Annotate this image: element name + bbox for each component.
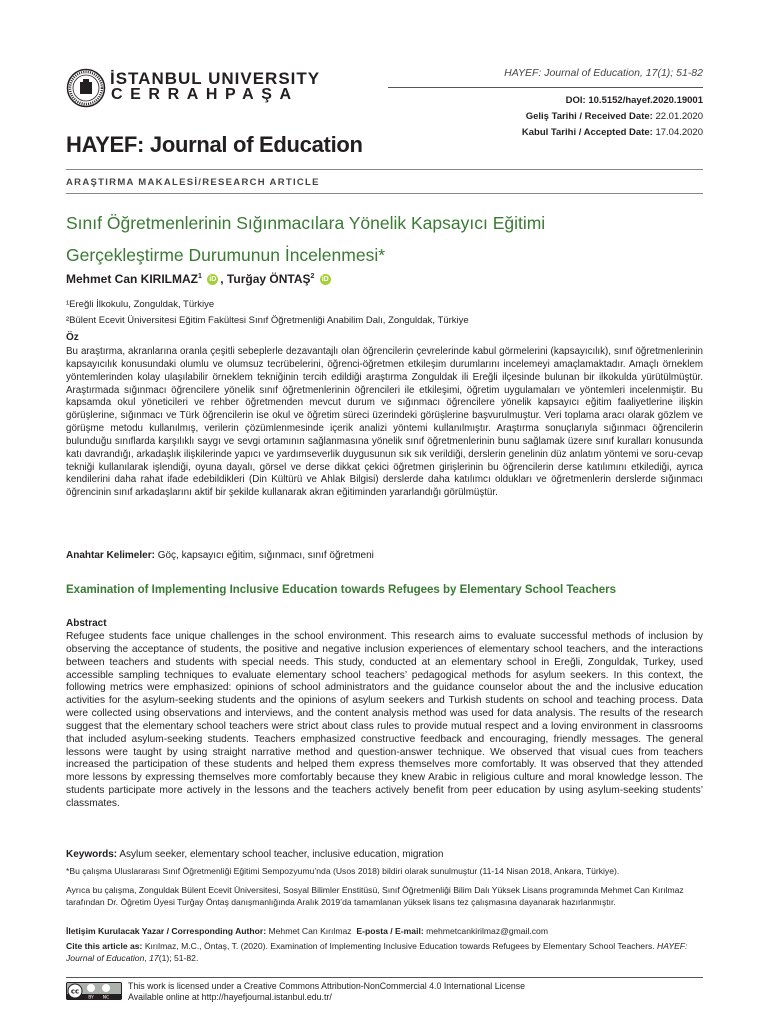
creative-commons-badge-icon[interactable]: [66, 982, 122, 1000]
oz-text: Bu araştırma, akranlarına oranla çeşitli sebeplerle dezavantajlı olan öğrencilerin çevrelerinde kabul görmelerini (kapsayıcılık), sınıf öğretmenlerinin kapsayıcılık konusundaki olumlu ve olumsuz tecrübelerini, öğrenci-öğretmen etkileşim durumlarını incelemeyi amaçlamaktadır. Amaçlı örneklem yöntemlerinden kolay ulaşılabilir örneklem tekniğinin tercih edildiği araştırma Zonguldak ili Ereğli ilçesinde bulunan bir ilkokulda yürütülmüştür. Araştırmada sığınmacı öğrencilere yönelik sınıf öğretmenlerinin öğrencileri ile etkileşimi, öğretim uygulamaları ve yöntemleri incelenmiştir. Bu kapsamda okul yöneticileri ve rehber öğretmenden mevcut durum ve sığınmacı öğrencilere yönelik kapsayıcı eğitim faaliyetlerine ilişkin görüşlerine, sığınmacı ve Türk öğrencilerin ise okul ve öğretim süreci üzerindeki görüşlerine başvurulmuştur. Veri toplama aracı olarak gözlem ve görüşme metodu kullanılmış, verilerin çözümlenmesinde içerik analizi yöntemi kullanılmıştır. Araştırma sonuçlarıyla sığınmacı öğrencilerin bulunduğu sınıflarda karşılıklı saygı ve sevgi ortamının sağlanmasına yönelik sınıf öğretmenlerinin bunu sağlamak üzere sınıf kuralları konusunda katı davrandığı, arkadaşlık ilişkilerinde yapıcı ve yardımseverlik duygusunun sık sık verildiği, derslerin genelinin düz anlatım yöntemi ve soru-cevap tekniği kullanılarak işlendiği, oyuna dayalı, görsel ve derse dikkat çekici öğretmen girişlerinin bu öğrencilerin derse katılımını etkilediği, ayrıca kendilerini daha rahat ifade edebildikleri (Din Kültürü ve Ahlak Bilgisi) derslerde daha katılımcı oldukları ve öğretmenlerin derslerde sığınmacı öğrencinin sınıf arkadaşlarını aktif bir şekilde kullanarak akran eğitiminden yararlandığı görülmüştür.: [66, 346, 703, 499]
authors: Mehmet Can KIRILMAZ$^1$ iD , Turğay ÖNTAŞ$^2$ iD: [66, 272, 329, 286]
corresponding-author: İletişim Kurulacak Yazar / Corresponding Author: Mehmet Can Kırılmaz E-posta / E-mail: mehmetcankirilmaz@gmail.com: [66, 926, 548, 936]
orcid-icon[interactable]: iD: [321, 276, 329, 284]
author-name: Mehmet Can KIRILMAZ: [66, 272, 198, 286]
cite-as: Cite this article as: Kırılmaz, M.C., Öntaş, T. (2020). Examination of Implementing Inclusive Education towards Refugees by Elementary School Teachers. HAYEF: Journal of Education, 17(1); 51-82.: [66, 941, 688, 963]
header-divider: [388, 87, 703, 88]
divider: [66, 193, 703, 194]
divider: [66, 169, 703, 170]
cc-label: cc: [70, 987, 80, 996]
article-type: ARAŞTIRMA MAKALESİ/RESEARCH ARTICLE: [66, 177, 320, 188]
anahtar-kelimeler: Anahtar Kelimeler: Göç, kapsayıcı eğitim, sığınmacı, sınıf öğretmeni: [66, 550, 374, 561]
affiliation: ²Bülent Ecevit Üniversitesi Eğitim Fakültesi Sınıf Öğretmenliği Anabilim Dalı, Zonguldak, Türkiye: [66, 315, 469, 326]
english-title: Examination of Implementing Inclusive Education towards Refugees by Elementary School Teachers: [66, 584, 617, 596]
email-link[interactable]: mehmetcankirilmaz@gmail.com: [426, 926, 548, 936]
footnote: Ayrıca bu çalışma, Zonguldak Bülent Ecevit Üniversitesi, Sosyal Bilimler Enstitüsü, Sınıf Öğretmenliği Bilim Dalı Yüksek Lisans programında Mehmet Can Kırılmaz tarafından Dr. Öğretim Üyesi Turğay Öntaş danışmanlığında Aralık 2019’da tamamlanan yüksek lisans tez çalışmasına dayanarak hazırlanmıştır.: [66, 885, 684, 907]
footnote: *Bu çalışma Uluslararası Sınıf Öğretmenliği Eğitimi Sempozyumu’nda (Usos 2018) bildiri olarak sunulmuştur (11-14 Nisan 2018, Ankara, Türkiye).: [66, 866, 620, 876]
footer-divider: [66, 977, 703, 978]
abstract-heading: Abstract: [66, 618, 107, 629]
received-date: Geliş Tarihi / Received Date: 22.01.2020: [525, 111, 703, 122]
university-seal-icon: [66, 68, 106, 108]
accepted-date: Kabul Tarihi / Accepted Date: 17.04.2020: [521, 127, 703, 138]
keywords: Keywords: Asylum seeker, elementary school teacher, inclusive education, migration: [66, 849, 444, 860]
university-subname: CERRAHPAŞA: [111, 86, 299, 103]
journal-title: HAYEF: Journal of Education: [66, 132, 363, 157]
affiliation: ¹Ereğli İlkokulu, Zonguldak, Türkiye: [66, 299, 215, 310]
journal-citation: HAYEF: Journal of Education, 17(1); 51-82: [504, 67, 703, 79]
author-name: Turğay ÖNTAŞ: [226, 272, 311, 286]
article-title: Sınıf Öğretmenlerinin Sığınmacılara Yönelik Kapsayıcı Eğitimi Gerçekleştirme Durumunun İncelenmesi*: [66, 213, 546, 265]
oz-heading: Öz: [66, 332, 79, 343]
orcid-icon[interactable]: iD: [209, 276, 217, 284]
license-text: This work is licensed under a Creative Commons Attribution-NonCommercial 4.0 International License Available online at http://hayefjournal.istanbul.edu.tr/: [128, 981, 526, 1002]
doi: DOI: 10.5152/hayef.2020.19001: [565, 95, 703, 106]
university-name: İSTANBUL UNIVERSITY: [110, 69, 321, 88]
by-label: BY: [88, 995, 94, 1000]
nc-label: NC: [102, 995, 110, 1000]
journal-url-link[interactable]: Available online at http://hayefjournal.istanbul.edu.tr/: [128, 992, 332, 1002]
abstract-text: Refugee students face unique challenges in the school environment. This research aims to evaluate successful methods of inclusion by observing the acceptance of students, the positive and negative inclusion experiences of elementary school teachers, and the interactions between teachers and students with special needs. This study, conducted at an elementary school in Ereğli, Zonguldak, Turkey, used accessible sampling techniques to evaluate elementary school teachers’ pedagogical methods for asylum seekers. In this context, the following metrics were emphasized: opinions of school administrators and the guidance counselor about the and the inclusive education activities for the asylum-seeking students and the opinions of asylum seekers and Turkish students on school and teaching process. Data were collected using observations and interviews, and the content analysis method was used for data analysis. The results of the research suggest that the elementary school teachers were strict about class rules to provide mutual respect and a loving environment in classrooms that included asylum-seeking students. Teachers emphasized constructive feedback and encouraging, friendly messages. The general lessons were taught by using straight narrative method and question-answer technique. We observed that visual cues from teachers increased the participation of these students and helped them express themselves more comfortably. It was observed that they attended more lessons by expressing themselves more comfortably because they knew Arabic in religious culture and moral knowledge lesson. The students participate more actively in the lessons and the teachers actively benefit from peer education by using asylum-seeking students’ classmates.: [66, 631, 703, 809]
